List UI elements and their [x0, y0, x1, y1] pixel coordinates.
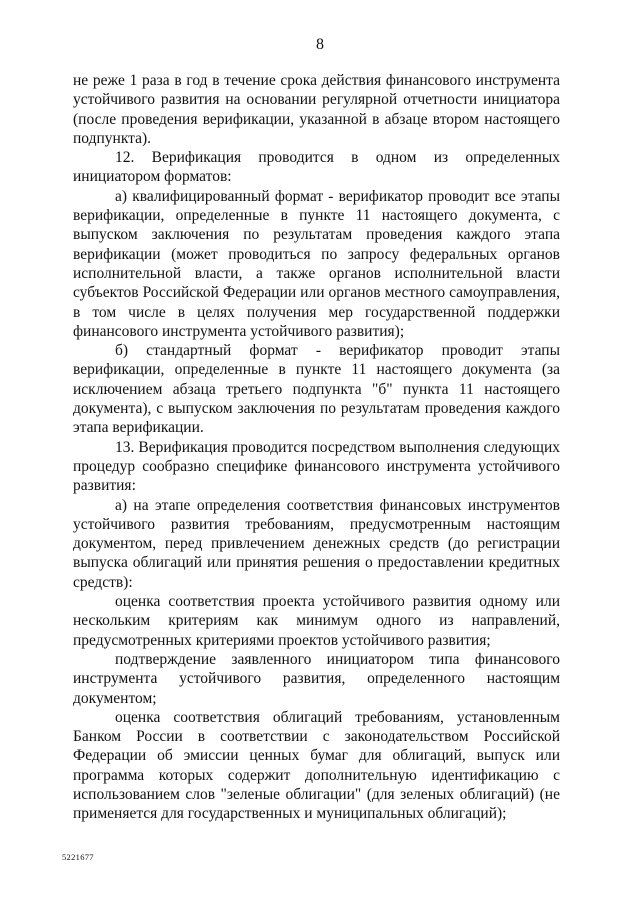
paragraph: оценка соответствия проекта устойчивого развития одному или нескольким критериям как минимум одного из направлений, предусмотренных критериями проектов устойчивого развития;: [73, 593, 560, 649]
paragraph: подтверждение заявленного инициатором типа финансового инструмента устойчивого развития, определенного настоящим документом;: [73, 650, 560, 707]
paragraph: а) на этапе определения соответствия финансовых инструментов устойчивого развития требованиям, предусмотренным настоящим документом, перед привлечением денежных средств (до регистрации выпуска облигаций или принятия решения о предоставлении кредитных средств):: [73, 496, 560, 591]
paragraph: б) стандартный формат - верификатор проводит этапы верификации, определенные в пункте 11 настоящего документа (за исключением абзаца третьего подпункта "б" пункта 11 настоящего документа), с выпуском заключения по результатам проведения каждого этапа верификации.: [73, 342, 560, 437]
paragraph: оценка соответствия облигаций требованиям, установленным Банком России в соответствии с законодательством Российской Федерации об эмиссии ценных бумаг для облигаций, выпуск или программа которых содержит дополнительную идентификацию с использованием слов "зеленые облигации" (для зеленых облигаций) (не применяется для государственных и муниципальных облигаций);: [73, 708, 560, 823]
document-code: 5221677: [62, 852, 94, 862]
document-body: [73, 71, 560, 824]
paragraph: 12. Верификация проводится в одном из определенных инициатором форматов:: [73, 149, 560, 186]
page-number: 8: [316, 36, 324, 53]
paragraph: не реже 1 раза в год в течение срока действия финансового инструмента устойчивого развития на основании регулярной отчетности инициатора (после проведения верификации, указанной в абзаце втором настоящего подпункта).: [73, 72, 560, 147]
paragraph: а) квалифицированный формат - верификатор проводит все этапы верификации, определенные в пункте 11 настоящего документа, с выпуском заключения по результатам проведения каждого этапа верификации (может проводиться по запросу федеральных органов исполнительной власти, а также органов исполнительной власти субъектов Российской Федерации или органов местного самоуправления, в том числе в целях получения мер государственной поддержки финансового инструмента устойчивого развития);: [73, 187, 560, 340]
paragraph: 13. Верификация проводится посредством выполнения следующих процедур сообразно специфике финансового инструмента устойчивого развития:: [73, 438, 560, 495]
